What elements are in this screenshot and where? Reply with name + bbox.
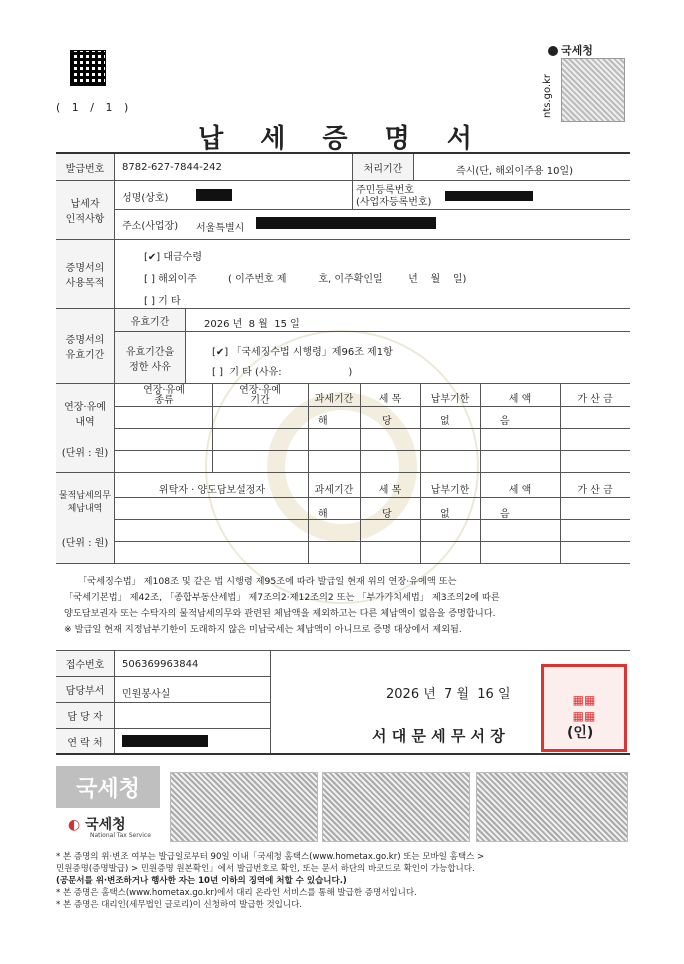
validity-reason-other: [ ] 기 타 (사유: ) — [212, 367, 353, 378]
deferral-section-label — [56, 384, 115, 472]
nts-logo — [548, 42, 593, 58]
page-indicator: ( 1 / 1 ) — [56, 101, 133, 114]
validity-period-value: 2026 년 8 월 15 일 — [204, 319, 300, 330]
barcode-2 — [322, 772, 470, 842]
nts-url: nts.go.kr — [542, 73, 553, 118]
arrears-header-tax-period: 과세기간 — [314, 485, 354, 496]
id-label: 주민등록번호 (사업자등록번호) — [356, 185, 432, 208]
footer-logo-text: ◐ 국세청 — [68, 817, 126, 833]
note-2: 민원증명(증명발급) > 민원증명 원본확인」에서 발급번호로 확인, 또는 문서 하단의 바코드로 확인이 가능합니다. — [56, 864, 475, 874]
deferral-header-tax-item: 세 목 — [378, 394, 402, 405]
arrears-header-trustor: 위탁자 · 양도담보설정자 — [158, 485, 266, 496]
nts-emblem-icon — [548, 46, 558, 56]
taxpayer-section-label: 납세자 인적사항 — [56, 181, 115, 239]
dept-value: 민원봉사실 — [122, 689, 171, 700]
note-5: * 본 증명은 대리인(세무법인 글로리)이 신청하여 발급한 것입니다. — [56, 900, 302, 910]
validity-period-label: 유효기간 — [115, 309, 186, 331]
deferral-header-due-date: 납부기한 — [430, 394, 470, 405]
footer-logo-en: National Tax Service — [90, 832, 151, 839]
deferral-header-penalty: 가 산 금 — [577, 394, 613, 405]
footer-logo-label: 국세청 — [85, 817, 126, 833]
statement-line-3: 양도담보권자 또는 수탁자의 물적납세의무와 관련된 체납액을 제외하고는 다른 체납액이 없음을 증명합니다. — [64, 608, 496, 619]
issue-date: 2026 년 7 월 16 일 — [386, 687, 511, 702]
contact-label: 연 락 처 — [56, 729, 115, 753]
address-redacted — [256, 217, 436, 229]
arrears-none-4: 음 — [500, 509, 510, 520]
purpose-row — [56, 240, 630, 309]
deferral-header-tax-period: 과세기간 — [314, 394, 354, 405]
processing-period-label: 처리기간 — [353, 154, 414, 180]
arrears-header-tax-item: 세 목 — [378, 485, 402, 496]
statement-line-4: ※ 발급일 현재 지정납부기한이 도래하지 않은 미납국세는 체납액이 아니므로 증명 대상에서 제외됨. — [64, 624, 462, 635]
id-redacted — [445, 191, 533, 201]
name-redacted — [196, 189, 232, 201]
purpose-option-other: [ ] 기 타 — [144, 296, 181, 307]
arrears-none-3: 없 — [440, 509, 450, 520]
arrears-none-1: 해 — [318, 509, 328, 520]
deferral-header-period: 연장·유예 기간 — [239, 385, 281, 406]
contact-redacted — [122, 735, 208, 747]
qr-code — [70, 50, 106, 86]
validity-row — [56, 309, 630, 384]
statement-line-2: 「국세기본법」 제42조, 「종합부동산세법」 제7조의2·제12조의2 또는 「부가가치세법」 제3조의2에 따른 — [64, 592, 500, 603]
deferral-title: 연장·유예 내역 — [64, 401, 106, 428]
taxpayer-row — [56, 181, 630, 240]
processing-period-value: 즉시(단, 해외이주용 10일) — [456, 166, 574, 177]
deferral-unit: (단위 : 원) — [61, 447, 109, 459]
arrears-row — [56, 473, 630, 564]
address-label: 주소(사업장) — [122, 221, 179, 232]
issue-row — [56, 154, 630, 181]
footer-logo — [56, 766, 160, 842]
purpose-section-label: 증명서의 사용목적 — [56, 240, 115, 308]
emigration-detail: ( 이주번호 제 호, 이주확인일 년 월 일) — [228, 274, 467, 285]
statement-line-1: 「국세징수법」 제108조 및 같은 법 시행령 제95조에 따라 발급일 현재 위의 연장·유예액 또는 — [78, 576, 457, 587]
purpose-option-payment: [✔] 대금수령 — [144, 252, 203, 263]
validity-reason-label: 유효기간을 정한 사유 — [115, 332, 186, 383]
tax-office-name: 서 대 문 세 무 서 장 — [372, 727, 505, 745]
seal-mark: (인) — [567, 725, 594, 741]
footer-notes — [56, 851, 636, 911]
deferral-none-2: 당 — [382, 416, 392, 427]
arrears-section-label — [56, 473, 115, 563]
statement-text — [64, 574, 624, 638]
receipt-no-label: 접수번호 — [56, 651, 115, 676]
deferral-none-3: 없 — [440, 416, 450, 427]
receipt-no-value: 506369963844 — [122, 659, 199, 670]
note-4: * 본 증명은 홈택스(www.hometax.go.kr)에서 대리 온라인 서비스를 통해 발급한 증명서입니다. — [56, 888, 417, 898]
statement-row — [56, 564, 630, 651]
deferral-none-4: 음 — [500, 416, 510, 427]
deferral-header-tax-amount: 세 액 — [508, 394, 532, 405]
deferral-none-1: 해 — [318, 416, 328, 427]
issue-no-label: 발급번호 — [56, 154, 115, 180]
arrears-header-penalty: 가 산 금 — [577, 485, 613, 496]
arrears-header-due-date: 납부기한 — [430, 485, 470, 496]
verification-code — [561, 58, 625, 122]
name-label: 성명(상호) — [122, 193, 169, 204]
arrears-title: 물적납세의무 체납내역 — [58, 490, 112, 514]
barcode-3 — [476, 772, 628, 842]
arrears-unit: (단위 : 원) — [61, 537, 109, 549]
note-3: (공문서를 위·변조하거나 행사한 자는 10년 이하의 징역에 처할 수 있습니다.) — [56, 876, 347, 886]
purpose-option-emigration: [ ] 해외이주 — [144, 274, 197, 285]
validity-section-label: 증명서의 유효기간 — [56, 309, 115, 383]
arrears-none-2: 당 — [382, 509, 392, 520]
note-1: * 본 증명의 위·변조 여부는 발급일로부터 90일 이내「국세청 홈택스(www.hometax.go.kr) 또는 모바일 홈택스 > — [56, 852, 485, 862]
barcode-1 — [170, 772, 318, 842]
issue-no-value: 8782-627-7844-242 — [122, 162, 222, 173]
deferral-header-type: 연장·유예 종류 — [143, 385, 185, 406]
document-title: 납 세 증 명 서 — [198, 124, 486, 154]
deferral-row — [56, 384, 630, 473]
person-label: 담 당 자 — [56, 703, 115, 728]
validity-reason-law: [✔] 「국세징수법 시행령」제96조 제1항 — [212, 347, 393, 358]
nts-logo-text: 국세청 — [561, 44, 593, 57]
official-seal: ▦▦ ▦▦ — [541, 664, 627, 752]
footer-logo-banner: 국세청 — [56, 766, 160, 808]
address-value: 서울특별시 — [196, 223, 245, 234]
arrears-header-tax-amount: 세 액 — [508, 485, 532, 496]
dept-label: 담당부서 — [56, 677, 115, 702]
